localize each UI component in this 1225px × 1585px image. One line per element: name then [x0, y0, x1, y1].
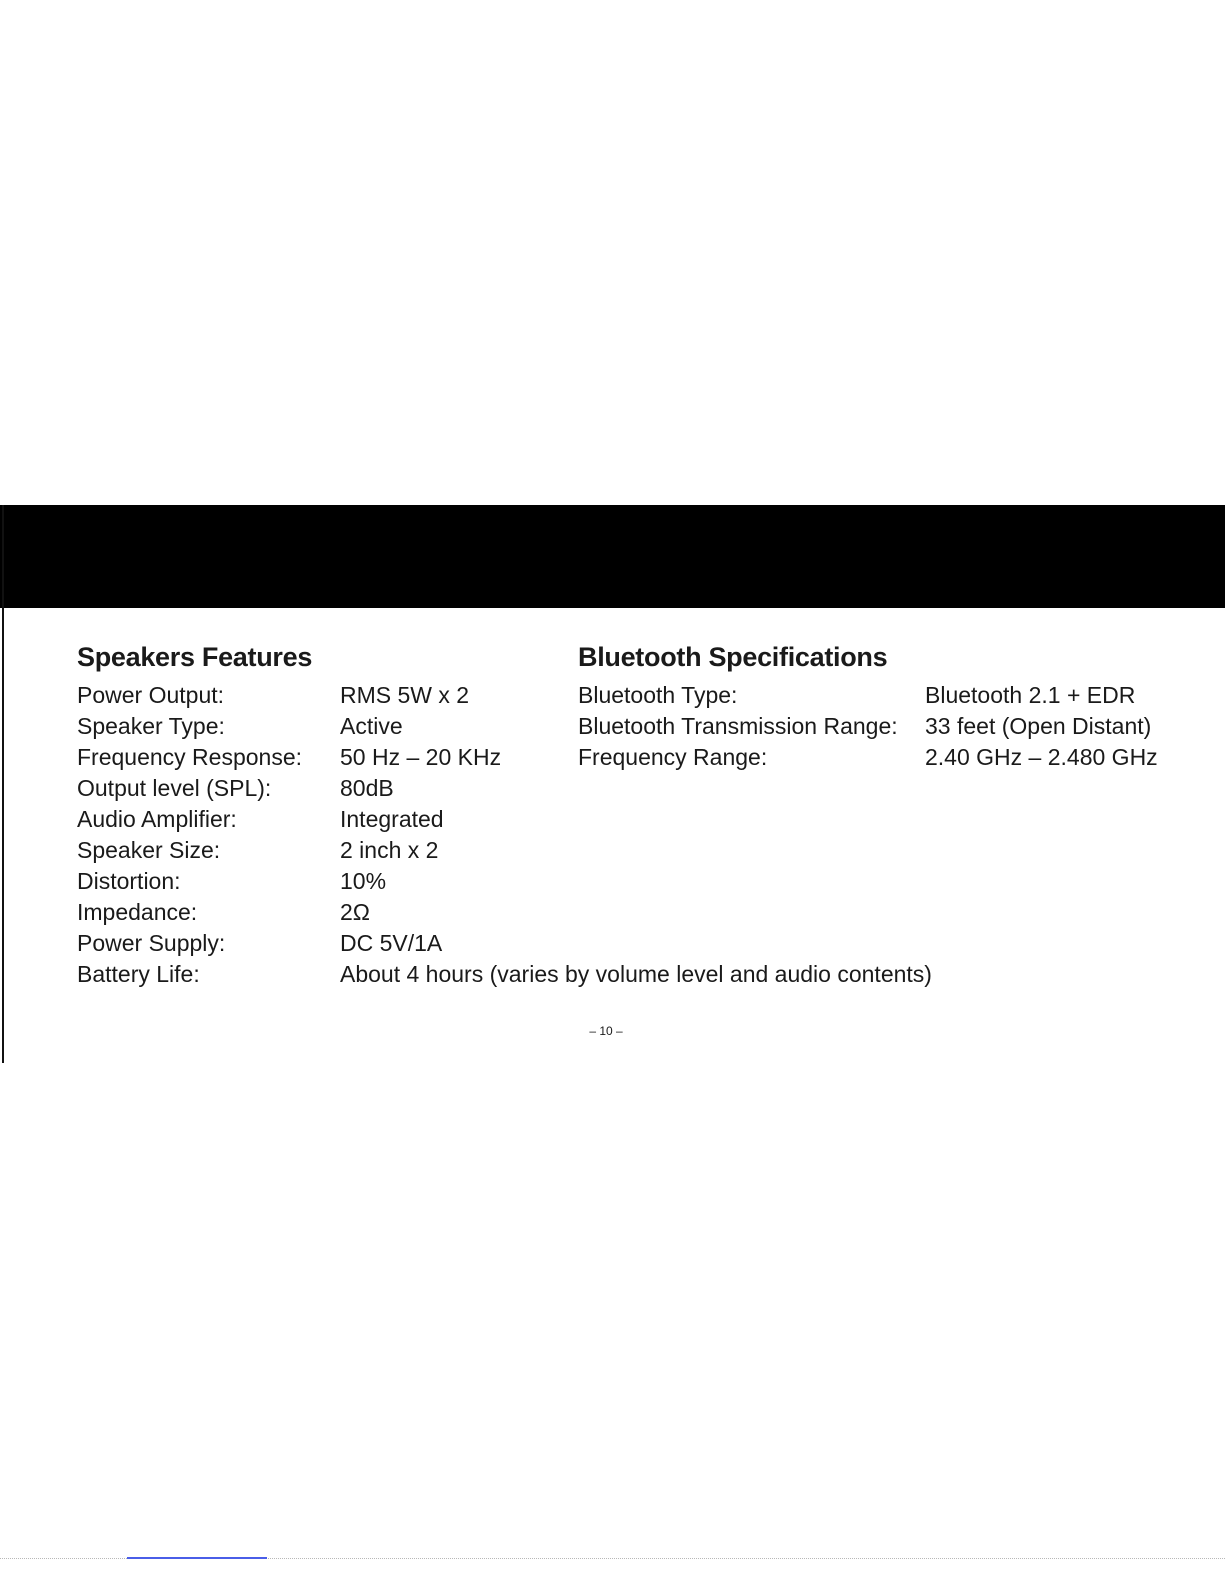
spec-value: 50 Hz – 20 KHz: [340, 744, 502, 770]
spec-row: [77, 835, 997, 866]
spec-value: DC 5V/1A: [340, 930, 443, 956]
spec-label: Frequency Response:: [77, 744, 303, 770]
bluetooth-specifications-heading: Bluetooth Specifications: [578, 642, 888, 672]
spec-value: 2 inch x 2: [340, 837, 439, 863]
spec-row: [578, 742, 1178, 773]
left-margin-rule: [2, 505, 4, 1063]
spec-row: [77, 959, 997, 990]
spec-row: [578, 680, 1178, 711]
spec-label: Distortion:: [77, 868, 181, 894]
bottom-link-underline: [127, 1557, 267, 1559]
spec-value: 33 feet (Open Distant): [925, 713, 1152, 739]
spec-row: [77, 773, 997, 804]
spec-label: Bluetooth Transmission Range:: [578, 713, 898, 739]
speakers-features-heading: Speakers Features: [77, 642, 313, 672]
spec-row: [77, 866, 997, 897]
header-band: [0, 505, 1225, 608]
spec-value: Bluetooth 2.1 + EDR: [925, 682, 1136, 708]
spec-row: [578, 711, 1178, 742]
page-number: – 10 –: [589, 1024, 623, 1038]
spec-row: [77, 928, 997, 959]
spec-label: Power Supply:: [77, 930, 226, 956]
spec-label: Audio Amplifier:: [77, 806, 237, 832]
spec-value: About 4 hours (varies by volume level and audio contents): [340, 961, 932, 987]
spec-label: Power Output:: [77, 682, 225, 708]
spec-row: [77, 804, 997, 835]
bluetooth-specs-list: [578, 680, 1178, 773]
spec-value: RMS 5W x 2: [340, 682, 470, 708]
spec-label: Speaker Type:: [77, 713, 225, 739]
spec-label: Battery Life:: [77, 961, 200, 987]
spec-value: 10%: [340, 868, 387, 894]
spec-label: Output level (SPL):: [77, 775, 272, 801]
spec-row: [77, 897, 997, 928]
spec-value: 2Ω: [340, 899, 370, 925]
spec-label: Frequency Range:: [578, 744, 768, 770]
spec-label: Bluetooth Type:: [578, 682, 738, 708]
spec-label: Impedance:: [77, 899, 198, 925]
spec-value: 80dB: [340, 775, 394, 801]
spec-value: 2.40 GHz – 2.480 GHz: [925, 744, 1158, 770]
spec-value: Integrated: [340, 806, 444, 832]
spec-label: Speaker Size:: [77, 837, 221, 863]
spec-value: Active: [340, 713, 403, 739]
